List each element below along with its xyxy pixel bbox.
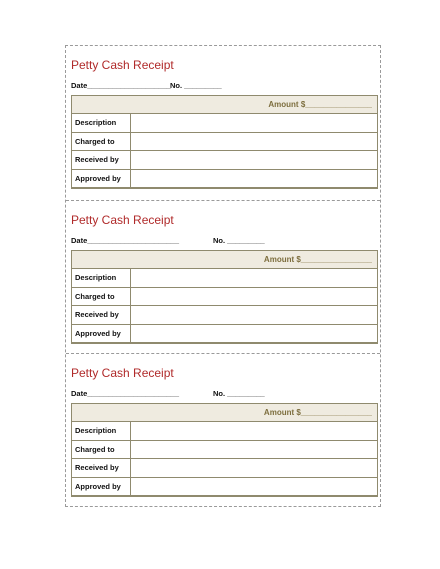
row-label-description: Description bbox=[75, 273, 117, 282]
row-label-received-by: Received by bbox=[75, 463, 119, 472]
row-label-approved-by: Approved by bbox=[75, 173, 121, 183]
column-divider bbox=[130, 269, 131, 343]
table-row[interactable] bbox=[72, 459, 377, 478]
row-label-received-by: Received by bbox=[75, 310, 119, 319]
receipt-table bbox=[71, 95, 378, 189]
column-divider bbox=[130, 114, 131, 188]
number-field[interactable]: No. _________ bbox=[213, 236, 265, 245]
receipt-table bbox=[71, 403, 378, 497]
row-label-approved-by: Approved by bbox=[75, 328, 121, 338]
table-row[interactable] bbox=[72, 170, 377, 189]
row-label-charged-to: Charged to bbox=[75, 444, 115, 454]
receipt-title: Petty Cash Receipt bbox=[71, 58, 174, 72]
row-label-charged-to: Charged to bbox=[75, 136, 115, 146]
date-field[interactable]: Date____________________ bbox=[71, 81, 171, 90]
receipt-3 bbox=[66, 354, 380, 507]
table-row[interactable] bbox=[72, 288, 377, 307]
row-label-charged-to: Charged to bbox=[75, 291, 115, 301]
column-divider bbox=[130, 422, 131, 496]
receipt-sheet bbox=[65, 45, 381, 507]
table-row[interactable] bbox=[72, 325, 377, 344]
table-row[interactable] bbox=[72, 133, 377, 152]
table-row[interactable] bbox=[72, 478, 377, 497]
date-field[interactable]: Date______________________ bbox=[71, 236, 180, 245]
amount-row bbox=[72, 251, 377, 269]
table-row[interactable] bbox=[72, 114, 377, 133]
row-label-description: Description bbox=[75, 426, 117, 435]
table-row[interactable] bbox=[72, 269, 377, 288]
amount-field[interactable]: Amount $________________ bbox=[263, 255, 372, 264]
receipt-2 bbox=[66, 201, 380, 354]
table-row[interactable] bbox=[72, 441, 377, 460]
date-field[interactable]: Date______________________ bbox=[71, 389, 180, 398]
receipt-1 bbox=[66, 46, 380, 199]
number-field[interactable]: No. _________ bbox=[170, 81, 222, 90]
table-row[interactable] bbox=[72, 306, 377, 325]
receipt-title: Petty Cash Receipt bbox=[71, 366, 174, 380]
row-label-approved-by: Approved by bbox=[75, 481, 121, 491]
amount-row bbox=[72, 96, 377, 114]
amount-field[interactable]: Amount $________________ bbox=[263, 408, 372, 417]
receipt-table bbox=[71, 250, 378, 344]
row-label-description: Description bbox=[75, 118, 117, 127]
amount-field[interactable]: Amount $_______________ bbox=[268, 100, 372, 109]
table-row[interactable] bbox=[72, 151, 377, 170]
amount-row bbox=[72, 404, 377, 422]
number-field[interactable]: No. _________ bbox=[213, 389, 265, 398]
table-row[interactable] bbox=[72, 422, 377, 441]
row-label-received-by: Received by bbox=[75, 155, 119, 164]
receipt-title: Petty Cash Receipt bbox=[71, 213, 174, 227]
